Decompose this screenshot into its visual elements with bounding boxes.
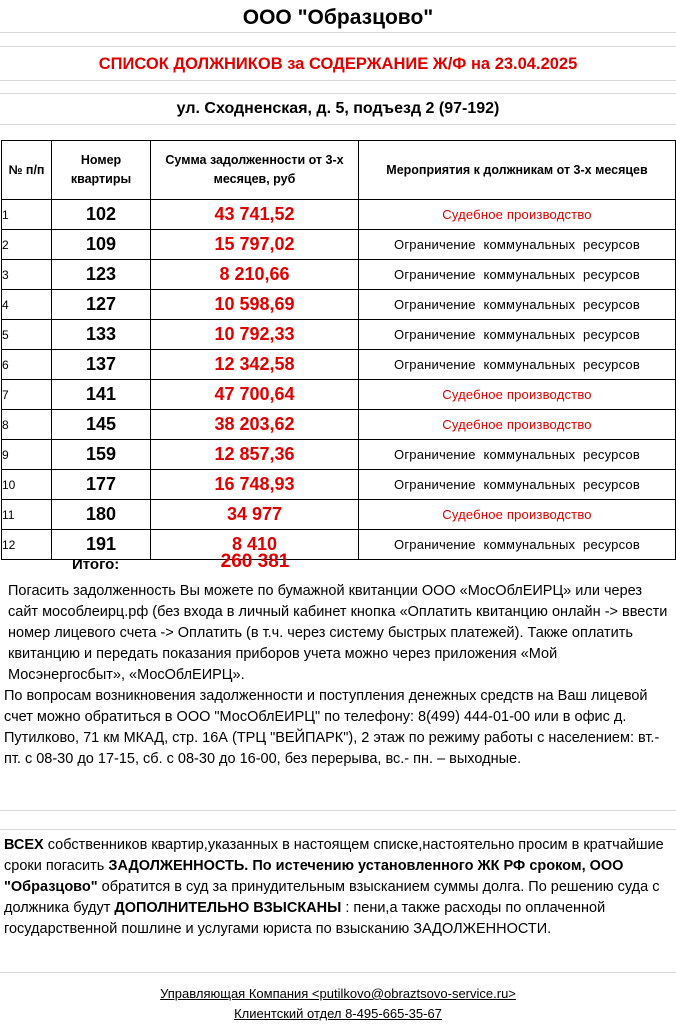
apartment-number: 133 — [52, 320, 151, 350]
debt-amount: 8 210,66 — [151, 260, 359, 290]
warning-term-emphasis: По истечению установленного ЖК РФ сроком, ООО "Образцово" — [4, 858, 624, 895]
debt-amount: 34 977 — [151, 500, 359, 530]
apartment-number: 191 — [52, 530, 151, 560]
debt-amount: 43 741,52 — [151, 200, 359, 230]
table-row — [2, 410, 676, 440]
apartment-number: 102 — [52, 200, 151, 230]
grid-line — [0, 829, 676, 830]
footer-client-department: Клиентский отдел 8-495-665-35-67 — [234, 1006, 442, 1021]
table-row — [2, 290, 676, 320]
debt-measure: Судебное производство — [359, 380, 676, 410]
debt-amount: 10 792,33 — [151, 320, 359, 350]
apartment-number: 123 — [52, 260, 151, 290]
row-number: 12 — [2, 530, 52, 560]
apartment-number: 109 — [52, 230, 151, 260]
debt-measure: Ограничение коммунальных ресурсов — [359, 530, 676, 560]
debt-measure: Ограничение коммунальных ресурсов — [359, 350, 676, 380]
table-row — [2, 440, 676, 470]
table-row — [2, 350, 676, 380]
payment-info — [4, 581, 672, 770]
debt-measure: Ограничение коммунальных ресурсов — [359, 260, 676, 290]
debt-warning — [4, 835, 672, 940]
debt-measure: Ограничение коммунальных ресурсов — [359, 440, 676, 470]
footer-company-contact: Управляющая Компания <putilkovo@obraztsovo-service.ru> — [160, 986, 516, 1001]
apartment-number: 180 — [52, 500, 151, 530]
warning-debt-emphasis: ЗАДОЛЖЕННОСТЬ. — [108, 858, 249, 874]
debt-measure: Судебное производство — [359, 200, 676, 230]
column-header-debt-sum: Сумма задолженности от 3-х месяцев, руб — [151, 141, 359, 200]
apartment-number: 137 — [52, 350, 151, 380]
table-row — [2, 380, 676, 410]
table-row — [2, 320, 676, 350]
debt-amount: 12 857,36 — [151, 440, 359, 470]
apartment-number: 177 — [52, 470, 151, 500]
warning-text: собственников квартир,указанных в настоящем списке,настоятельно просим в кратчайшие сроки погасить — [4, 837, 664, 874]
debtors-table — [1, 140, 676, 560]
debt-amount: 15 797,02 — [151, 230, 359, 260]
debt-measure: Ограничение коммунальных ресурсов — [359, 320, 676, 350]
debt-amount: 16 748,93 — [151, 470, 359, 500]
warning-text: обратится в суд за принудительным взысканием суммы долга. По решению суда с должника будут — [4, 879, 660, 916]
column-header-apartment: Номер квартиры — [52, 141, 151, 200]
debt-measure: Судебное производство — [359, 500, 676, 530]
address: ул. Сходненская, д. 5, подъезд 2 (97-192) — [176, 100, 500, 117]
debt-amount: 8 410 — [151, 530, 359, 560]
apartment-number: 127 — [52, 290, 151, 320]
warning-additional-emphasis: ДОПОЛНИТЕЛЬНО ВЗЫСКАНЫ — [114, 900, 342, 916]
apartment-number: 141 — [52, 380, 151, 410]
row-number: 3 — [2, 260, 52, 290]
column-header-number: № п/п — [2, 141, 52, 200]
apartment-number: 145 — [52, 410, 151, 440]
row-number: 1 — [2, 200, 52, 230]
contacts-paragraph: По вопросам возникновения задолженности и поступления денежных средств на Ваш лицевой счет можно обратиться в ООО "МосОблЕИРЦ" по телефону: 8(499) 444-01-00 или в офис д. Путилково, 71 км МКАД, стр. 16А (ТРЦ "ВЕЙПАРК"), 2 этаж по режиму работы с населением: вт.-пт. с 08-30 до 17-15, сб. с 08-30 до 16-00, без перерыва, вс.- пн. – выходные. — [4, 688, 660, 767]
grid-line — [0, 46, 676, 47]
payment-paragraph: Погасить задолженность Вы можете по бумажной квитанции ООО «МосОблЕИРЦ» или через сайт мособлеирц.рф (без входа в личный кабинет кнопка «Оплатить квитанцию онлайн -> ввести номер лицевого счета -> Оплатить (в т.ч. через систему быстрых платежей). Также оплатить квитанцию и передать показания приборов учета можно через приложения «Мой Мосэнергосбыт», «МосОблЕИРЦ». — [8, 583, 668, 683]
debtors-table-body — [2, 200, 676, 560]
debt-amount: 38 203,62 — [151, 410, 359, 440]
row-number: 6 — [2, 350, 52, 380]
row-number: 9 — [2, 440, 52, 470]
list-title: СПИСОК ДОЛЖНИКОВ за СОДЕРЖАНИЕ Ж/Ф на 23.04.2025 — [98, 55, 578, 73]
row-number: 10 — [2, 470, 52, 500]
warning-paragraph — [4, 835, 672, 940]
warning-text: : пени,а также расходы по оплаченной государственной пошлине и услугами юриста по взысканию ЗАДОЛЖЕННОСТИ. — [4, 900, 606, 937]
debt-amount: 47 700,64 — [151, 380, 359, 410]
grid-line — [0, 93, 676, 94]
row-number: 11 — [2, 500, 52, 530]
debt-measure: Ограничение коммунальных ресурсов — [359, 470, 676, 500]
debt-amount: 12 342,58 — [151, 350, 359, 380]
warning-all-owners: ВСЕХ — [4, 837, 44, 853]
table-row — [2, 200, 676, 230]
table-header-row — [2, 141, 676, 200]
apartment-number: 159 — [52, 440, 151, 470]
org-title: ООО "Образцово" — [242, 6, 434, 29]
total-value: 260 381 — [220, 551, 290, 572]
debt-measure: Судебное производство — [359, 410, 676, 440]
total-label: Итого: — [72, 556, 120, 573]
table-row — [2, 470, 676, 500]
row-number: 4 — [2, 290, 52, 320]
row-number: 2 — [2, 230, 52, 260]
column-header-measures: Мероприятия к должникам от 3-х месяцев — [359, 141, 676, 200]
debt-measure: Ограничение коммунальных ресурсов — [359, 230, 676, 260]
grid-line — [0, 32, 676, 33]
debt-amount: 10 598,69 — [151, 290, 359, 320]
grid-line — [0, 80, 676, 81]
row-number: 8 — [2, 410, 52, 440]
table-row — [2, 230, 676, 260]
debt-measure: Ограничение коммунальных ресурсов — [359, 290, 676, 320]
grid-line — [0, 972, 676, 973]
row-number: 7 — [2, 380, 52, 410]
grid-line — [0, 124, 676, 125]
table-row — [2, 500, 676, 530]
table-row — [2, 260, 676, 290]
row-number: 5 — [2, 320, 52, 350]
grid-line — [0, 810, 676, 811]
